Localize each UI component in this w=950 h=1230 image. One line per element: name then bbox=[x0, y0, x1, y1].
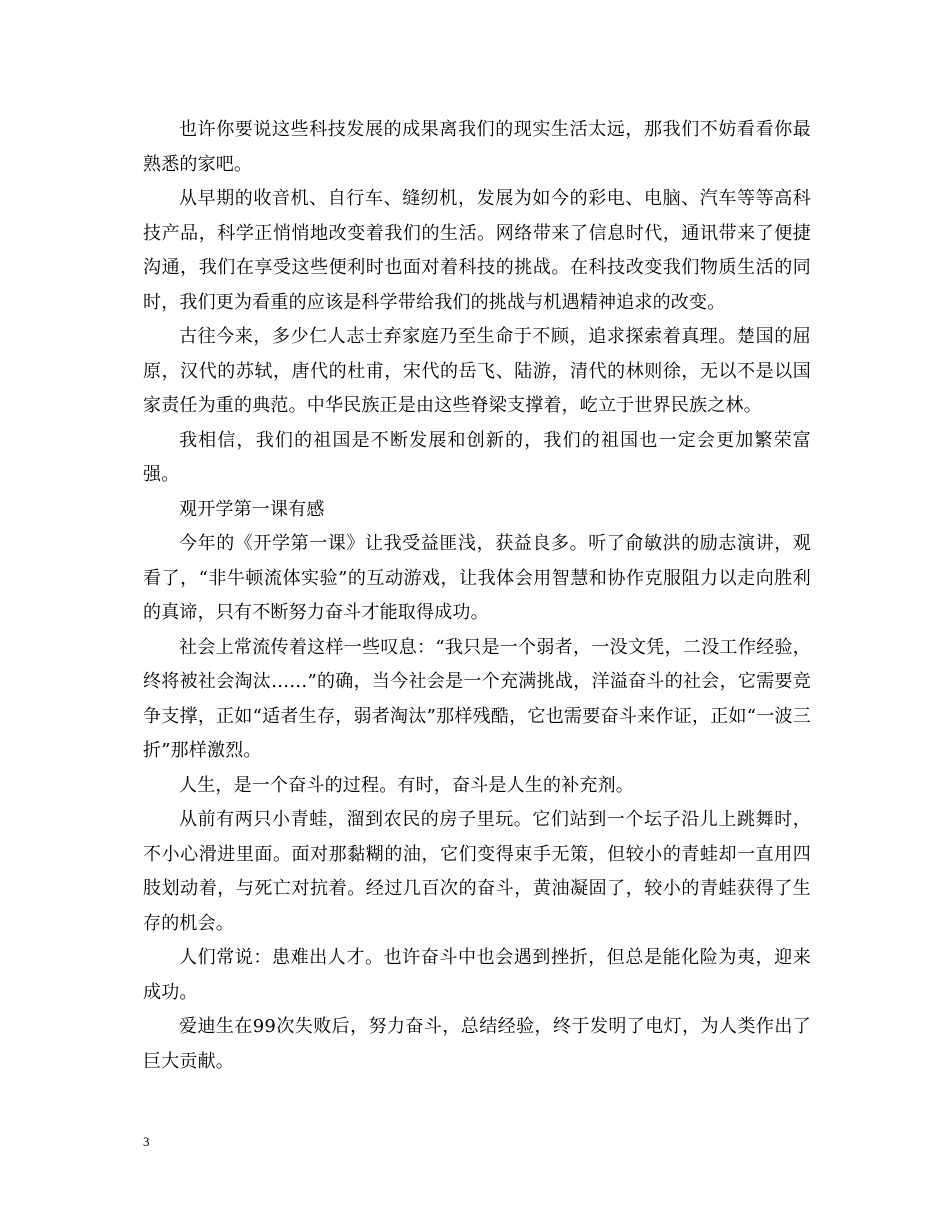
paragraph: 我相信，我们的祖国是不断发展和创新的，我们的祖国也一定会更加繁荣富强。 bbox=[143, 429, 811, 485]
paragraph: 今年的《开学第一课》让我受益匪浅，获益良多。听了俞敏洪的励志演讲，观看了，“非牛顿流体实验”的互动游戏，让我体会用智慧和协作克服阻力以走向胜利的真谛，只有不断努力奋斗才能取得成功。 bbox=[143, 533, 811, 623]
paragraph: 人们常说：患难出人才。也许奋斗中也会遇到挫折，但总是能化险为夷，迎来成功。 bbox=[143, 947, 811, 1003]
paragraph: 社会上常流传着这样一些叹息：“我只是一个弱者，一没文凭，二没工作经验，终将被社会淘汰……”的确，当今社会是一个充满挑战，洋溢奋斗的社会，它需要竞争支撑，正如“适者生存，弱者淘汰”那样残酷，它也需要奋斗来作证，正如“一波三折”那样激烈。 bbox=[143, 636, 811, 761]
document-body bbox=[143, 113, 811, 1079]
paragraph: 从前有两只小青蛙，溜到农民的房子里玩。它们站到一个坛子沿儿上跳舞时，不小心滑进里面。面对那黏糊的油，它们变得束手无策，但较小的青蛙却一直用四肢划动着，与死亡对抗着。经过几百次的奋斗，黄油凝固了，较小的青蛙获得了生存的机会。 bbox=[143, 809, 811, 934]
paragraph: 也许你要说这些科技发展的成果离我们的现实生活太远，那我们不妨看看你最熟悉的家吧。 bbox=[143, 119, 811, 175]
paragraph: 古往今来，多少仁人志士弃家庭乃至生命于不顾，追求探索着真理。楚国的屈原，汉代的苏轼，唐代的杜甫，宋代的岳飞、陆游，清代的林则徐，无以不是以国家责任为重的典范。中华民族正是由这些脊梁支撑着，屹立于世界民族之林。 bbox=[143, 326, 811, 416]
section-heading: 观开学第一课有感 bbox=[179, 498, 325, 520]
paragraph: 爱迪生在99次失败后，努力奋斗，总结经验，终于发明了电灯，为人类作出了巨大贡献。 bbox=[143, 1016, 811, 1072]
paragraph: 人生，是一个奋斗的过程。有时，奋斗是人生的补充剂。 bbox=[179, 774, 634, 796]
paragraph: 从早期的收音机、自行车、缝纫机，发展为如今的彩电、电脑、汽车等等高科技产品，科学正悄悄地改变着我们的生活。网络带来了信息时代，通讯带来了便捷沟通，我们在享受这些便利时也面对着科技的挑战。在科技改变我们物质生活的同时，我们更为看重的应该是科学带给我们的挑战与机遇精神追求的改变。 bbox=[143, 188, 811, 313]
page-number: 3 bbox=[143, 1134, 150, 1149]
